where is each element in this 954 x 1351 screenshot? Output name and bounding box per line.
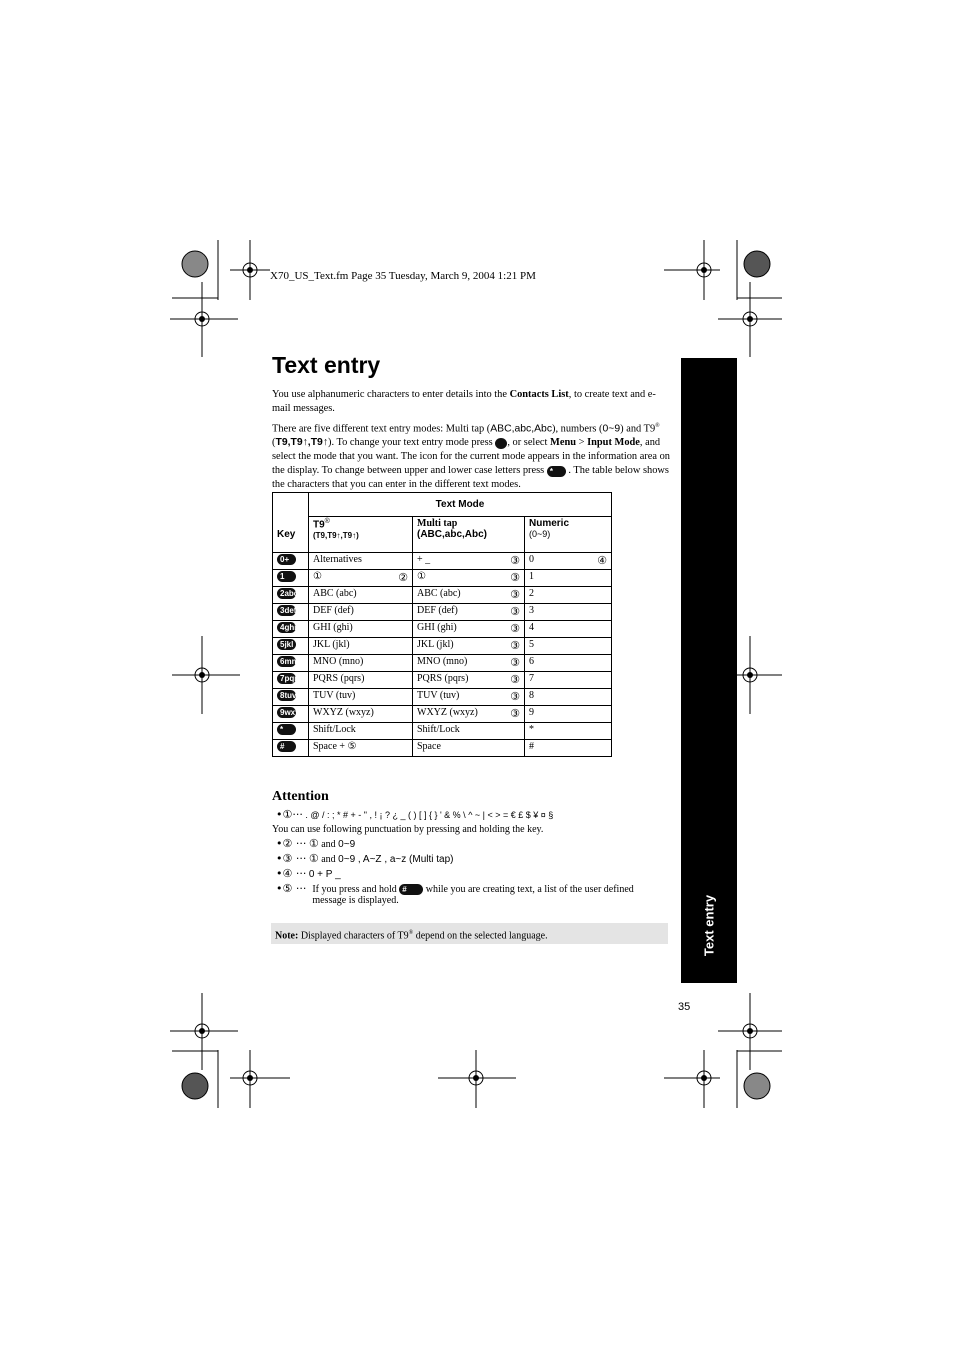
cell-text: DEF (def) — [313, 605, 354, 616]
cell-marker: ④ — [597, 554, 607, 567]
symbol: ① — [308, 852, 319, 865]
table-row — [273, 587, 612, 604]
numeric-cell — [525, 621, 612, 638]
bullet-marker: •③ ··· — [276, 852, 307, 865]
text: , and select the mode that you want. The icon for the current mode appears in the information area on the display. To change between upper and lower case letters press — [272, 437, 670, 477]
cell-text: WXYZ (wxyz) — [417, 707, 478, 718]
text: There are five different text entry modes: Multi tap ( — [272, 423, 491, 435]
page-title: Text entry — [272, 352, 381, 378]
key-cell — [273, 621, 309, 638]
t9-cell — [309, 740, 413, 757]
multitap-modes: ABC,abc,Abc — [490, 423, 553, 435]
attention-heading: Attention — [272, 789, 329, 804]
key-cell — [273, 553, 309, 570]
list-item — [272, 852, 670, 867]
numeric-cell — [525, 587, 612, 604]
table-row — [273, 706, 612, 723]
text: ( — [272, 437, 276, 449]
key-icon: 2abc — [277, 588, 296, 599]
multitap-cell — [413, 570, 525, 587]
multitap-label: Multi tap — [417, 518, 458, 529]
cell-text: GHI (ghi) — [417, 622, 457, 633]
numeric-cell — [525, 689, 612, 706]
t9-label: T9 — [313, 519, 325, 531]
cell-text: 1 — [529, 571, 534, 582]
registered-mark: ® — [324, 518, 330, 525]
cell-text: Shift/Lock — [313, 724, 356, 735]
cell-text: + _ — [417, 554, 431, 565]
numeric-cell — [525, 723, 612, 740]
t9-modes: T9,T9↑,T9↑ — [275, 437, 329, 449]
cell-text: ABC (abc) — [313, 588, 357, 599]
cell-text: Shift/Lock — [417, 724, 460, 735]
text: while you are creating text, a list of the user defined message is displayed. — [312, 884, 634, 907]
t9-column-header — [309, 517, 413, 553]
file-header: X70_US_Text.fm Page 35 Tuesday, March 9, 2004 1:21 PM — [270, 270, 536, 282]
cell-marker: ③ — [510, 639, 520, 652]
list-item — [272, 867, 670, 882]
cell-text: 0 — [529, 554, 534, 565]
numeric-mode: 0~9 — [602, 423, 621, 435]
list-item: You can use following punctuation by pressing and holding the key. — [272, 824, 544, 835]
chapter-tab-label-wrap — [699, 888, 719, 968]
t9-cell — [309, 723, 413, 740]
cell-text: PQRS (pqrs) — [313, 673, 365, 684]
cell-marker: ③ — [510, 673, 520, 686]
cell-marker: ③ — [510, 605, 520, 618]
punctuation-list: . @ / : ; * # + - " , ! ¡ ? ¿ _ ( ) [ ] { } ' & % \ ^ ~ | < > = € £ $ ¥ ¤ § — [302, 810, 554, 820]
cell-text: ABC (abc) — [417, 588, 461, 599]
attention-list — [272, 808, 670, 906]
registered-mark: ® — [408, 930, 414, 936]
cell-text: TUV (tuv) — [417, 690, 460, 701]
intro-paragraph-1 — [272, 388, 670, 416]
list-item — [272, 808, 670, 823]
table-row — [273, 621, 612, 638]
t9-sub: (T9,T9↑,T9↑) — [313, 531, 359, 541]
text: You use alphanumeric characters to enter details into the — [272, 389, 510, 400]
multitap-cell — [413, 655, 525, 672]
bullet-marker: •①··· — [276, 808, 303, 821]
chapter-tab-label: Text entry — [701, 894, 717, 957]
key-icon: 1 — [277, 571, 296, 582]
cell-marker: ③ — [510, 554, 520, 567]
registered-mark: ® — [655, 423, 660, 429]
star-key-icon: * — [547, 466, 566, 477]
numeric-cell — [525, 604, 612, 621]
cell-text: 5 — [529, 639, 534, 650]
t9-cell — [309, 587, 413, 604]
table-row — [273, 604, 612, 621]
list-item — [272, 837, 670, 852]
multitap-cell — [413, 638, 525, 655]
key-icon: 9wxyz — [277, 707, 296, 718]
text: If you press and hold — [312, 884, 397, 895]
cell-text: ① — [417, 571, 426, 582]
multitap-cell — [413, 587, 525, 604]
cell-text: Alternatives — [313, 554, 362, 565]
multitap-sub: (ABC,abc,Abc) — [417, 529, 488, 540]
text: and — [321, 839, 336, 850]
multitap-cell — [413, 723, 525, 740]
multitap-cell — [413, 672, 525, 689]
key-cell — [273, 655, 309, 672]
menu-term: Menu — [550, 437, 577, 449]
cell-text: ① — [313, 571, 322, 582]
cell-marker: ③ — [510, 622, 520, 635]
key-icon: * — [277, 724, 296, 735]
text: ). To change your text entry mode press — [328, 437, 496, 449]
key-icon: # — [277, 741, 296, 752]
multitap-cell — [413, 604, 525, 621]
symbol: ① — [308, 837, 319, 850]
key-cell — [273, 604, 309, 621]
bullet-marker: •⑤ ··· — [276, 882, 307, 895]
t9-cell — [309, 706, 413, 723]
bullet-marker: •② ··· — [276, 837, 307, 850]
table-row — [273, 672, 612, 689]
multitap-cell — [413, 689, 525, 706]
text: > — [576, 437, 588, 449]
bullet-marker: •④ ··· — [276, 867, 307, 880]
key-cell — [273, 740, 309, 757]
table-row — [273, 740, 612, 757]
key-icon: 7pqrs — [277, 673, 296, 684]
key-icon: 5jkl — [277, 639, 296, 650]
text: ), numbers ( — [552, 423, 603, 435]
key-cell — [273, 706, 309, 723]
key-cell — [273, 672, 309, 689]
key-column-header: Key — [273, 517, 309, 553]
key-icon: 8tuv — [277, 690, 296, 701]
cell-text: PQRS (pqrs) — [417, 673, 469, 684]
hash-key-icon: # — [399, 884, 423, 895]
t9-cell — [309, 655, 413, 672]
cell-text: 7 — [529, 673, 534, 684]
cell-text: # — [529, 741, 534, 752]
t9-cell — [309, 570, 413, 587]
cell-marker: ③ — [510, 690, 520, 703]
cell-marker: ② — [398, 571, 408, 584]
numeric-cell — [525, 570, 612, 587]
multitap-cell — [413, 740, 525, 757]
text: 0~9 , A~Z , a~z (Multi tap) — [338, 854, 454, 865]
cell-text: DEF (def) — [417, 605, 458, 616]
key-icon: 4ghi — [277, 622, 296, 633]
cell-text: MNO (mno) — [313, 656, 364, 667]
cell-text: Space — [417, 741, 441, 752]
key-cell — [273, 570, 309, 587]
chapter-tab — [681, 358, 737, 983]
numeric-label: Numeric — [529, 518, 570, 529]
table-row — [273, 689, 612, 706]
table-subheader-row — [273, 517, 612, 553]
t9-cell — [309, 672, 413, 689]
numeric-cell — [525, 706, 612, 723]
numeric-cell — [525, 553, 612, 570]
cell-text: 3 — [529, 605, 534, 616]
intro-paragraph-2 — [272, 419, 670, 492]
cell-text: 4 — [529, 622, 534, 633]
note-label: Note: — [275, 930, 299, 942]
table-row — [273, 553, 612, 570]
table-row — [273, 638, 612, 655]
table-row — [273, 655, 612, 672]
mode-key-icon — [495, 438, 507, 449]
t9-cell — [309, 621, 413, 638]
page-number: 35 — [678, 1001, 691, 1013]
cell-marker: ③ — [510, 707, 520, 720]
cell-text: TUV (tuv) — [313, 690, 356, 701]
cell-text: Space + ⑤ — [313, 741, 357, 752]
numeric-sub: (0~9) — [529, 529, 551, 539]
text: , to create text and e-mail messages. — [272, 389, 656, 414]
text-mode-header: Text Mode — [309, 493, 612, 517]
table-header-row — [273, 493, 612, 517]
text: ) and T9 — [620, 423, 656, 435]
key-cell — [273, 723, 309, 740]
multitap-cell — [413, 706, 525, 723]
cell-text: JKL (jkl) — [313, 639, 350, 650]
table-row — [273, 570, 612, 587]
cell-text: 2 — [529, 588, 534, 599]
table-body — [273, 553, 612, 757]
cell-text: 9 — [529, 707, 534, 718]
numeric-column-header — [525, 517, 612, 553]
cell-marker: ③ — [510, 656, 520, 669]
numeric-cell — [525, 672, 612, 689]
table-row — [273, 723, 612, 740]
cell-text: JKL (jkl) — [417, 639, 454, 650]
t9-cell — [309, 553, 413, 570]
text-mode-table — [272, 492, 612, 757]
cell-text: * — [529, 724, 534, 735]
list-item — [272, 882, 670, 906]
text: , or select — [507, 437, 551, 449]
contacts-list-term: Contacts List — [509, 389, 569, 400]
t9-cell — [309, 689, 413, 706]
empty-cell — [273, 493, 309, 517]
text: Displayed characters of T9 — [298, 930, 409, 942]
text: 0 + P _ — [308, 869, 341, 880]
text: 0~9 — [338, 839, 356, 850]
key-cell — [273, 638, 309, 655]
key-cell — [273, 689, 309, 706]
t9-cell — [309, 604, 413, 621]
cell-text: 8 — [529, 690, 534, 701]
text: . The table below shows the characters that you can enter in the different text modes. — [272, 465, 669, 491]
key-icon: 3def — [277, 605, 296, 616]
text: and — [321, 854, 336, 865]
text: depend on the selected language. — [413, 930, 548, 942]
cell-text: GHI (ghi) — [313, 622, 353, 633]
cell-text: WXYZ (wxyz) — [313, 707, 374, 718]
cell-marker: ③ — [510, 571, 520, 584]
key-icon: 6mno — [277, 656, 296, 667]
t9-cell — [309, 638, 413, 655]
cell-text: 6 — [529, 656, 534, 667]
key-icon: 0+ — [277, 554, 296, 565]
multitap-column-header — [413, 517, 525, 553]
cell-text: MNO (mno) — [417, 656, 468, 667]
note-box — [271, 923, 668, 944]
multitap-cell — [413, 621, 525, 638]
multitap-cell — [413, 553, 525, 570]
numeric-cell — [525, 638, 612, 655]
input-mode-term: Input Mode — [587, 437, 640, 449]
numeric-cell — [525, 655, 612, 672]
key-cell — [273, 587, 309, 604]
cell-marker: ③ — [510, 588, 520, 601]
numeric-cell — [525, 740, 612, 757]
